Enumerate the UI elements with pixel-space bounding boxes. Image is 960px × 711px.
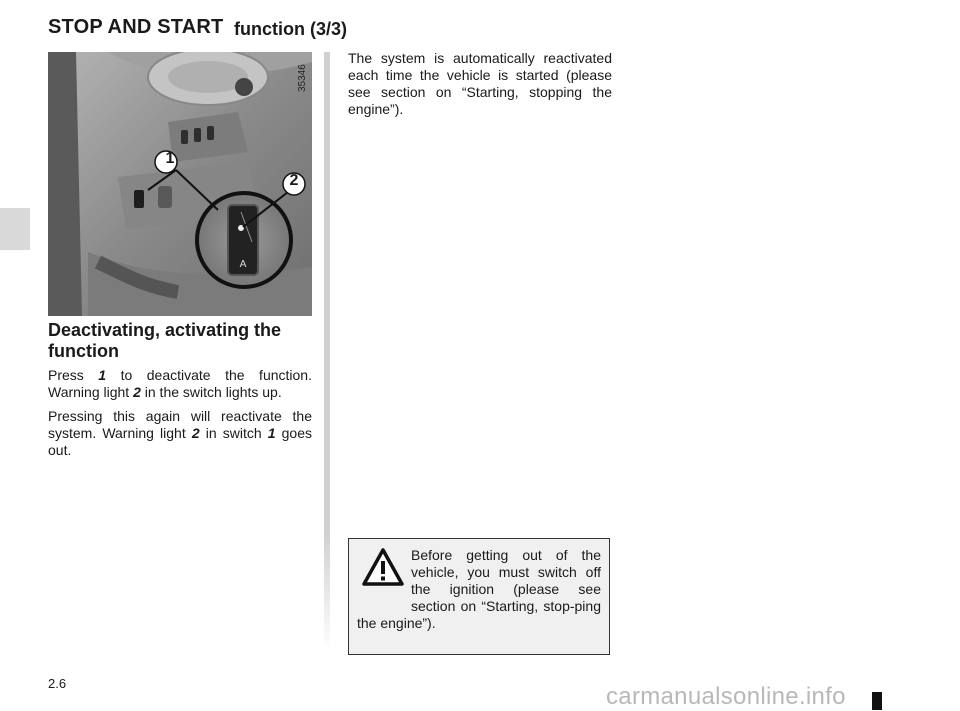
dashboard-switch-illustration (48, 52, 312, 316)
dashboard-photo (48, 52, 312, 316)
callout-reference: 1 (267, 425, 276, 441)
text-run: in the switch lights up. (140, 384, 282, 400)
page-subtitle: function (3/3) (234, 19, 347, 39)
chapter-tab (0, 208, 30, 250)
section-heading: Deactivating, activating the function (48, 320, 282, 361)
instruction-paragraph-1 (48, 367, 312, 401)
warning-text: Before getting out of the vehicle, you must switch off the ignition (please see section on “Starting, stop-ping the engine”). (357, 547, 601, 631)
text-run: Pressing this again will reactivate the system. Warning light (48, 408, 312, 441)
text-run: in switch (199, 425, 268, 441)
text-run: to deactivate the function. Warning light (48, 367, 312, 400)
callout-reference: 2 (191, 425, 200, 441)
page-number: 2.6 (48, 676, 67, 691)
callout-1: 1 (165, 150, 175, 167)
svg-text:A: A (239, 259, 247, 270)
callout-reference: 2 (133, 384, 141, 400)
page-title: STOP AND START (48, 16, 224, 38)
text-run: goes out. (48, 425, 312, 458)
instruction-paragraph-2 (48, 408, 312, 459)
figure-reference-code: 35346 (297, 64, 308, 92)
page-corner-mark (872, 692, 882, 710)
column-divider (324, 52, 330, 652)
warning-box (348, 538, 610, 655)
callout-reference: 1 (98, 367, 107, 383)
callout-2: 2 (289, 172, 299, 189)
text-run: Press (48, 367, 99, 383)
watermark: carmanualsonline.info (606, 683, 846, 710)
reactivation-paragraph: The system is automatically reactivated each time the vehicle is started (please see section on “Starting, stopping the engine”). (348, 50, 612, 117)
